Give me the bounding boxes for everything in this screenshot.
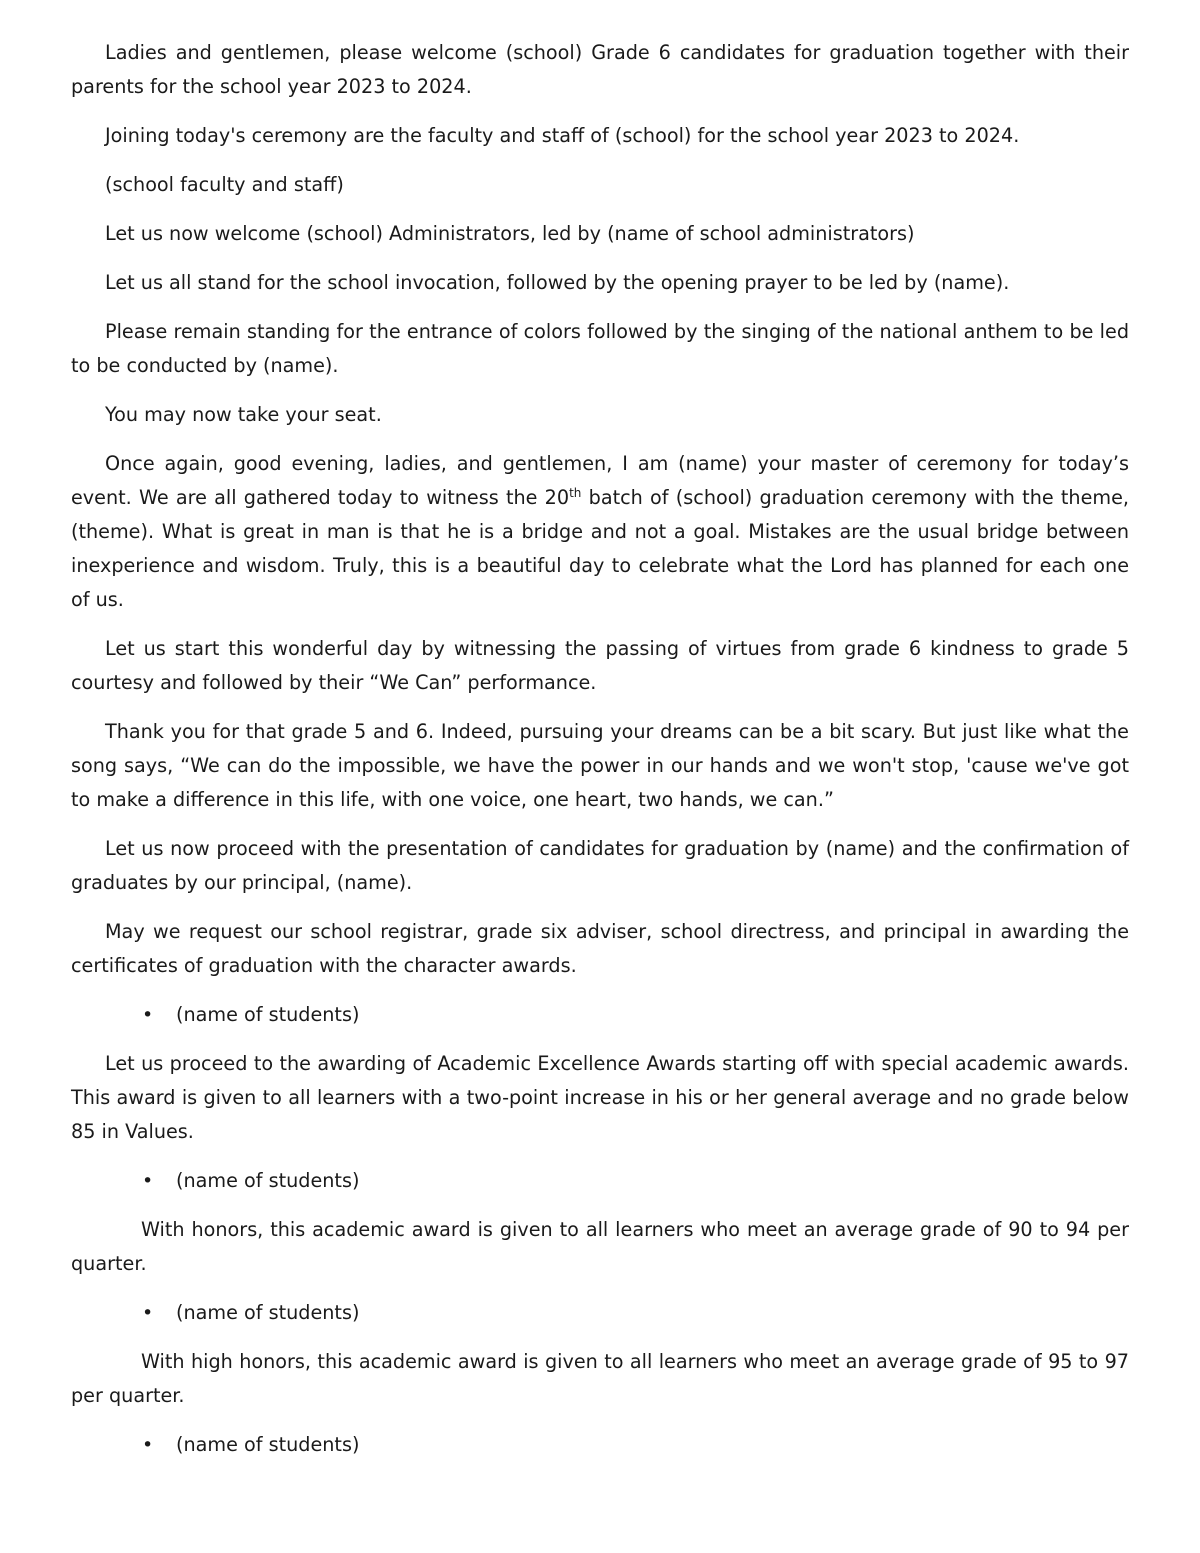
bullet-icon: • bbox=[142, 1170, 154, 1192]
paragraph-academic-excellence: Let us proceed to the awarding of Academic Excellence Awards starting off with special academic awards. This award is given to all learners with a two-point increase in his or her general average and no grade below 85 in Values. bbox=[71, 1052, 1129, 1143]
list-item-students-2 bbox=[71, 1164, 1129, 1198]
list-item-students-3 bbox=[71, 1296, 1129, 1330]
list-item-students-1 bbox=[71, 998, 1129, 1032]
mc-text-end: batch of (school) graduation ceremony with the theme, (theme). What is great in man is that he is a bridge and not a goal. Mistakes are the usual bridge between inexperience and wisdom. Truly, this is a beautiful day to celebrate what the Lord has planned for each one of us. bbox=[71, 486, 1129, 611]
bullet-icon: • bbox=[142, 1434, 154, 1456]
paragraph-with-honors: With honors, this academic award is given to all learners who meet an average grade of 90 to 94 per quarter. bbox=[71, 1218, 1129, 1275]
paragraph-with-high-honors: With high honors, this academic award is given to all learners who meet an average grade of 95 to 97 per quarter. bbox=[71, 1350, 1129, 1407]
paragraph-colors-anthem: Please remain standing for the entrance of colors followed by the singing of the national anthem to be led to be conducted by (name). bbox=[71, 320, 1129, 377]
paragraph-administrators: Let us now welcome (school) Administrators, led by (name of school administrators) bbox=[105, 222, 915, 245]
paragraph-take-seat: You may now take your seat. bbox=[105, 403, 382, 426]
list-item-text: (name of students) bbox=[176, 1433, 360, 1456]
bullet-icon: • bbox=[142, 1302, 154, 1324]
list-item-text: (name of students) bbox=[176, 1003, 360, 1026]
paragraph-welcome-candidates: Ladies and gentlemen, please welcome (school) Grade 6 candidates for graduation together with their parents for the school year 2023 to 2024. bbox=[71, 41, 1129, 98]
document-page bbox=[71, 36, 1129, 1477]
list-item-text: (name of students) bbox=[176, 1301, 360, 1324]
ordinal-suffix: th bbox=[569, 486, 582, 500]
mc-text-start: Once again, good evening, ladies, and gentlemen, I am (name) your master of ceremony for today’s event. We are all gathered today to witness the 20 bbox=[71, 452, 1129, 509]
bullet-icon: • bbox=[142, 1004, 154, 1026]
paragraph-faculty-placeholder: (school faculty and staff) bbox=[105, 173, 344, 196]
paragraph-faculty-staff: Joining today's ceremony are the faculty and staff of (school) for the school year 2023 to 2024. bbox=[105, 124, 1020, 147]
paragraph-certificates: May we request our school registrar, grade six adviser, school directress, and principal in awarding the certificates of graduation with the character awards. bbox=[71, 920, 1129, 977]
list-item-text: (name of students) bbox=[176, 1169, 360, 1192]
paragraph-presentation-candidates: Let us now proceed with the presentation of candidates for graduation by (name) and the confirmation of graduates by our principal, (name). bbox=[71, 837, 1129, 894]
paragraph-master-of-ceremony bbox=[71, 447, 1129, 617]
paragraph-passing-virtues: Let us start this wonderful day by witnessing the passing of virtues from grade 6 kindness to grade 5 courtesy and followed by their “We Can” performance. bbox=[71, 637, 1129, 694]
paragraph-invocation: Let us all stand for the school invocation, followed by the opening prayer to be led by (name). bbox=[105, 271, 1010, 294]
list-item-students-4 bbox=[71, 1428, 1129, 1462]
paragraph-thank-you-song: Thank you for that grade 5 and 6. Indeed, pursuing your dreams can be a bit scary. But just like what the song says, “We can do the impossible, we have the power in our hands and we won't stop, 'cause we've got to make a difference in this life, with one voice, one heart, two hands, we can.” bbox=[71, 720, 1129, 811]
